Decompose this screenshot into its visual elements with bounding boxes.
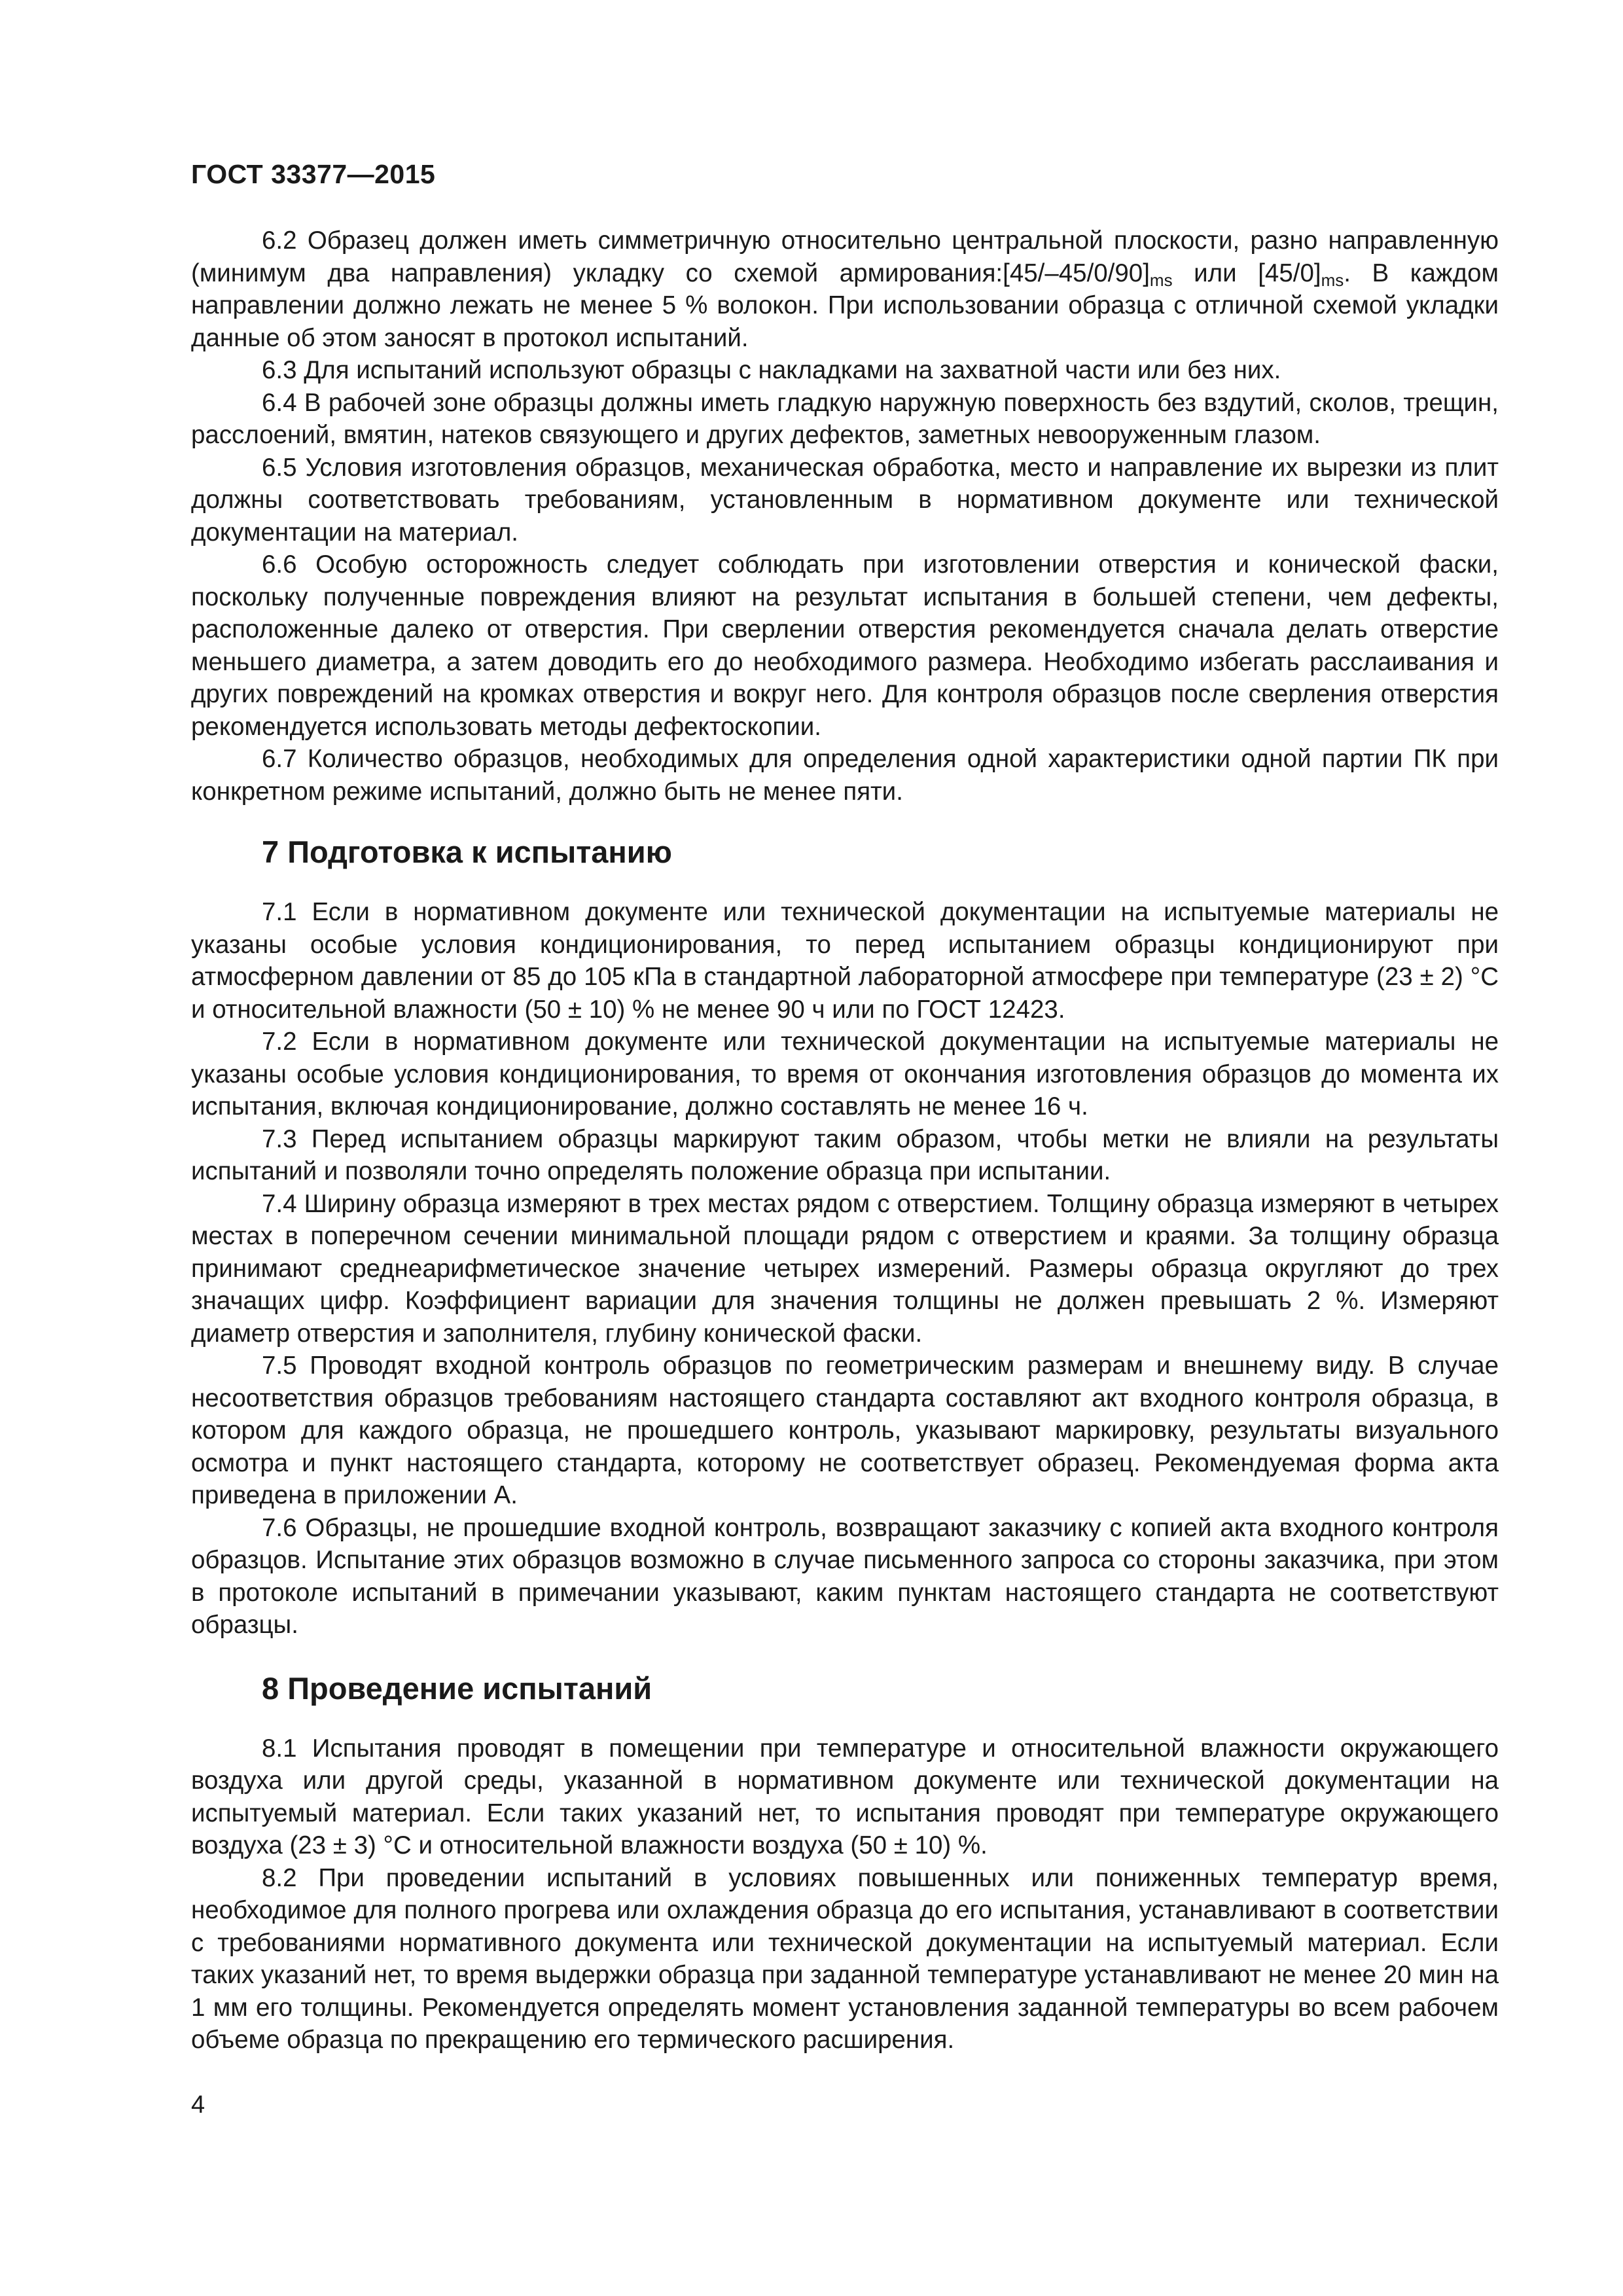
document-body — [191, 224, 1499, 2056]
clause-7-1: 7.1 Если в нормативном документе или технической документации на испытуемые материалы не указаны особые условия кондиционирования, то перед испытанием образцы кондиционируют при атмосферном давлении от 85 до 105 кПа в стандартной лабораторной атмосфере при температуре (23 ± 2) °С и относительной влажности (50 ± 10) % не менее 90 ч или по ГОСТ 12423. — [191, 898, 1499, 1024]
clause-6-2 — [191, 224, 1499, 354]
subscript-ms-2: ms — [1321, 270, 1344, 290]
clause-8-1: 8.1 Испытания проводят в помещении при температуре и относительной влажности окружающего воздуха или другой среды, указанной в нормативном документе или технической документации на испытуемый материал. Если таких указаний нет, то испытания проводят при температуре окружающего воздуха (23 ± 3) °С и относительной влажности воздуха (50 ± 10) %. — [191, 1734, 1499, 1859]
subscript-ms-1: ms — [1149, 270, 1173, 290]
clause-6-6: 6.6 Особую осторожность следует соблюдать при изготовлении отверстия и конической фаски, поскольку полученные повреждения влияют на результат испытания в большей степени, чем дефекты, расположенные далеко от отверстия. При сверлении отверстия рекомендуется сначала делать отверстие меньшего диаметра, а затем доводить его до необходимого размера. Необходимо избегать расслаивания и других повреждений на кромках отверстия и вокруг него. Для контроля образцов после сверления отверстия рекомендуется использовать методы дефектоскопии. — [191, 550, 1499, 741]
clause-6-2-text-end: . В каждом направлении должно лежать не менее 5 % волокон. При использовании образца с отличной схемой укладки данные об этом заносят в протокол испытаний. — [191, 259, 1499, 352]
clause-7-5: 7.5 Проводят входной контроль образцов по геометрическим размерам и внешнему виду. В случае несоответствия образцов требованиям настоящего стандарта составляют акт входного контроля образца, в котором для каждого образца, не прошедшего контроль, указывают маркировку, результаты визуального осмотра и пункт настоящего стандарта, которому не соответствует образец. Рекомендуемая форма акта приведена в приложении А. — [191, 1352, 1499, 1509]
clause-7-3: 7.3 Перед испытанием образцы маркируют таким образом, чтобы метки не влияли на результаты испытаний и позволяли точно определять положение образца при испытании. — [191, 1124, 1499, 1185]
clause-6-2-text-start: 6.2 Образец должен иметь симметричную относительно центральной плоскости, разно направленную (минимум два направления) укладку со схемой армирования:[45/–45/0/90] — [191, 226, 1499, 287]
clause-6-3: 6.3 Для испытаний используют образцы с накладками на захватной части или без них. — [262, 356, 1281, 384]
section-8-heading: 8 Проведение испытаний — [262, 1670, 652, 1706]
clause-6-4: 6.4 В рабочей зоне образцы должны иметь гладкую наружную поверхность без вздутий, сколов, трещин, расслоений, вмятин, натеков связующего и других дефектов, заметных невооруженным глазом. — [191, 388, 1499, 449]
clause-6-2-text-middle: или [45/0] — [1172, 259, 1321, 287]
clause-7-2: 7.2 Если в нормативном документе или технической документации на испытуемые материалы не указаны особые условия кондиционирования, то время от окончания изготовления образцов до момента их испытания, включая кондиционирование, должно составлять не менее 16 ч. — [191, 1028, 1499, 1121]
page-number: 4 — [191, 2091, 205, 2119]
document-code-header: ГОСТ 33377—2015 — [191, 159, 436, 189]
clause-7-6: 7.6 Образцы, не прошедшие входной контроль, возвращают заказчику с копией акта входного контроля образцов. Испытание этих образцов возможно в случае письменного запроса со стороны заказчика, при этом в протоколе испытаний в примечании указывают, каким пунктам настоящего стандарта не соответствуют образцы. — [191, 1513, 1499, 1639]
clause-7-4: 7.4 Ширину образца измеряют в трех местах рядом с отверстием. Толщину образца измеряют в четырех местах в поперечном сечении минимальной площади рядом с отверстием и краями. За толщину образца принимают среднеарифметическое значение четырех измерений. Размеры образца округляют до трех значащих цифр. Коэффициент вариации для значения толщины не должен превышать 2 %. Измеряют диаметр отверстия и заполнителя, глубину конической фаски. — [191, 1189, 1499, 1348]
section-7-heading: 7 Подготовка к испытанию — [262, 834, 672, 869]
clause-6-5: 6.5 Условия изготовления образцов, механическая обработка, место и направление их вырезки из плит должны соответствовать требованиям, установленным в нормативном документе или технической документации на материал. — [191, 453, 1499, 547]
clause-6-7: 6.7 Количество образцов, необходимых для определения одной характеристики одной партии ПК при конкретном режиме испытаний, должно быть не менее пяти. — [191, 745, 1499, 806]
clause-8-2: 8.2 При проведении испытаний в условиях повышенных или пониженных температур время, необходимое для полного прогрева или охлаждения образца до его испытания, устанавливают в соответствии с требованиями нормативного документа или технической документации на испытуемый материал. Если таких указаний нет, то время выдержки образца при заданной температуре устанавливают не менее 20 мин на 1 мм его толщины. Рекомендуется определять момент установления заданной температуры во всем рабочем объеме образца по прекращению его термического расширения. — [191, 1863, 1499, 2054]
